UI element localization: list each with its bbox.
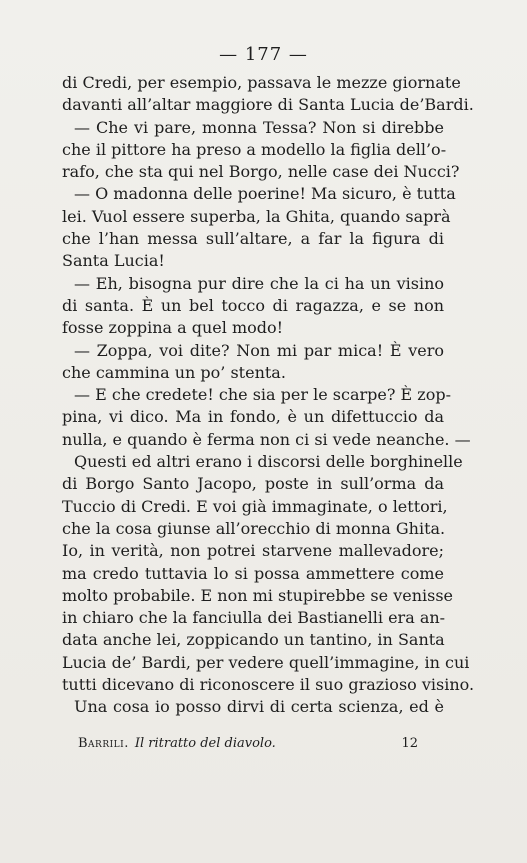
text-line: Lucia de’ Bardi, per vedere quell’immagine, in cui (62, 652, 470, 672)
text-line: fosse zoppina a quel modo! (62, 318, 284, 338)
text-line: tutti dicevano di riconoscere il suo grazioso visino. (62, 675, 475, 695)
text-line: che l’han messa sull’altare, a far la figura di (62, 229, 444, 249)
text-line: Santa Lucia! (62, 251, 165, 271)
page-footer (78, 736, 418, 751)
text-line: di Credi, per esempio, passava le mezze giornate (62, 73, 461, 92)
text-line: molto probabile. E non mi stupirebbe se venisse (62, 585, 454, 605)
footer-title: Il ritratto del diavolo. (134, 736, 276, 751)
text-line: Questi ed altri erano i discorsi delle borghinelle (74, 452, 463, 472)
text-line: di Borgo Santo Jacopo, poste in sull’orma da (62, 474, 444, 494)
text-line: che la cosa giunse all’orecchio di monna Ghita. (62, 518, 446, 538)
text-line: Tuccio di Credi. E voi già immaginate, o lettori, (62, 496, 448, 516)
text-line: — O madonna delle poerine! Ma sicuro, è tutta (74, 184, 456, 204)
text-line: Una cosa io posso dirvi di certa scienza, ed è (74, 697, 444, 717)
text-line: davanti all’altar maggiore di Santa Lucia de’Bardi. (62, 95, 474, 115)
text-line: — Zoppa, voi dite? Non mi par mica! È vero (74, 340, 444, 360)
text-line: lei. Vuol essere superba, la Ghita, quando saprà (62, 206, 451, 226)
text-line: data anche lei, zoppicando un tantino, in Santa (62, 630, 445, 650)
text-line: — Eh, bisogna pur dire che la ci ha un visino (74, 273, 444, 293)
body-text (62, 72, 475, 719)
text-line: pina, vi dico. Ma in fondo, è un difettuccio da (62, 407, 444, 427)
text-line: che cammina un po’ stenta. (62, 362, 286, 382)
text-line: nulla, e quando è ferma non ci si vede neanche. — (62, 429, 471, 449)
footer-author: Barrili. (78, 736, 129, 751)
text-line: ma credo tuttavia lo si possa ammettere come (62, 563, 444, 583)
text-line: — Che vi pare, monna Tessa? Non si direbbe (74, 117, 444, 137)
text-line: che il pittore ha preso a modello la figlia dell’o- (62, 139, 447, 159)
page-number: — 177 — (219, 44, 308, 65)
signature-mark: 12 (401, 736, 418, 751)
text-line: Io, in verità, non potrei starvene mallevadore; (62, 541, 444, 561)
text-line: rafo, che sta qui nel Borgo, nelle case dei Nucci? (62, 162, 460, 182)
text-line: in chiaro che la fanciulla dei Bastianelli era an- (62, 608, 446, 628)
text-line: — E che credete! che sia per le scarpe? È zop- (74, 385, 451, 405)
text-line: di santa. È un bel tocco di ragazza, e se non (62, 295, 444, 315)
